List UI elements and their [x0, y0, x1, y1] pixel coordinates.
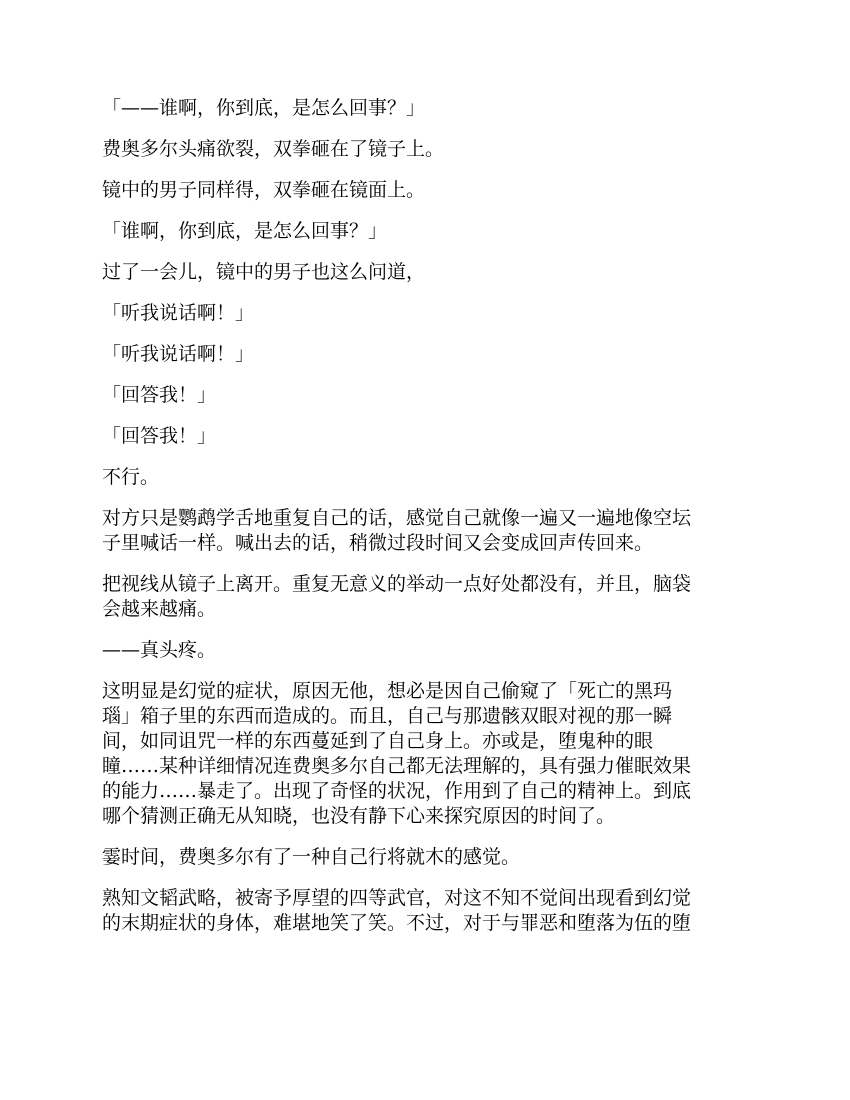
paragraph-10: 不行。 — [102, 466, 160, 488]
paragraph-8: 「回答我！」 — [102, 384, 217, 406]
paragraph-5: 过了一会儿，镜中的男子也这么问道， — [102, 261, 426, 283]
paragraph-13: ——真头疼。 — [102, 639, 217, 661]
document-page — [102, 96, 750, 952]
paragraph-4: 「谁啊，你到底，是怎么回事？」 — [102, 220, 388, 242]
paragraph-16: 熟知文韬武略，被寄予厚望的四等武官，对这不知不觉间出现看到幻觉 的末期症状的身体，难堪地笑了笑。不过，对于与罪恶和堕落为伍的堕 — [102, 887, 692, 934]
paragraph-6: 「听我说话啊！」 — [102, 302, 255, 324]
paragraph-3: 镜中的男子同样得，双拳砸在镜面上。 — [102, 179, 426, 201]
paragraph-14: 这明显是幻觉的症状，原因无他，想必是因自己偷窥了「死亡的黑玛 瑙」箱子里的东西而造成的。而且，自己与那遗骸双眼对视的那一瞬 间，如同诅咒一样的东西蔓延到了自己身上。亦或是，堕鬼种的眼 瞳……某种详细情况连费奥多尔自己都无法理解的，具有强力催眠效果 的能力……暴走了。出现了奇怪的状况，作用到了自己的精神上。到底 哪个猜测正确无从知晓，也没有静下心来探究原因的时间了。 — [102, 680, 692, 827]
paragraph-11: 对方只是鹦鹉学舌地重复自己的话，感觉自己就像一遍又一遍地像空坛 子里喊话一样。喊出去的话，稍微过段时间又会变成回声传回来。 — [102, 507, 692, 554]
paragraph-12: 把视线从镜子上离开。重复无意义的举动一点好处都没有，并且，脑袋 会越来越痛。 — [102, 573, 692, 620]
paragraph-15: 霎时间，费奥多尔有了一种自己行将就木的感觉。 — [102, 846, 521, 868]
paragraph-9: 「回答我！」 — [102, 425, 217, 447]
paragraph-2: 费奥多尔头痛欲裂，双拳砸在了镜子上。 — [102, 138, 445, 160]
paragraph-1: 「——谁啊，你到底，是怎么回事？」 — [102, 97, 426, 119]
paragraph-7: 「听我说话啊！」 — [102, 343, 255, 365]
